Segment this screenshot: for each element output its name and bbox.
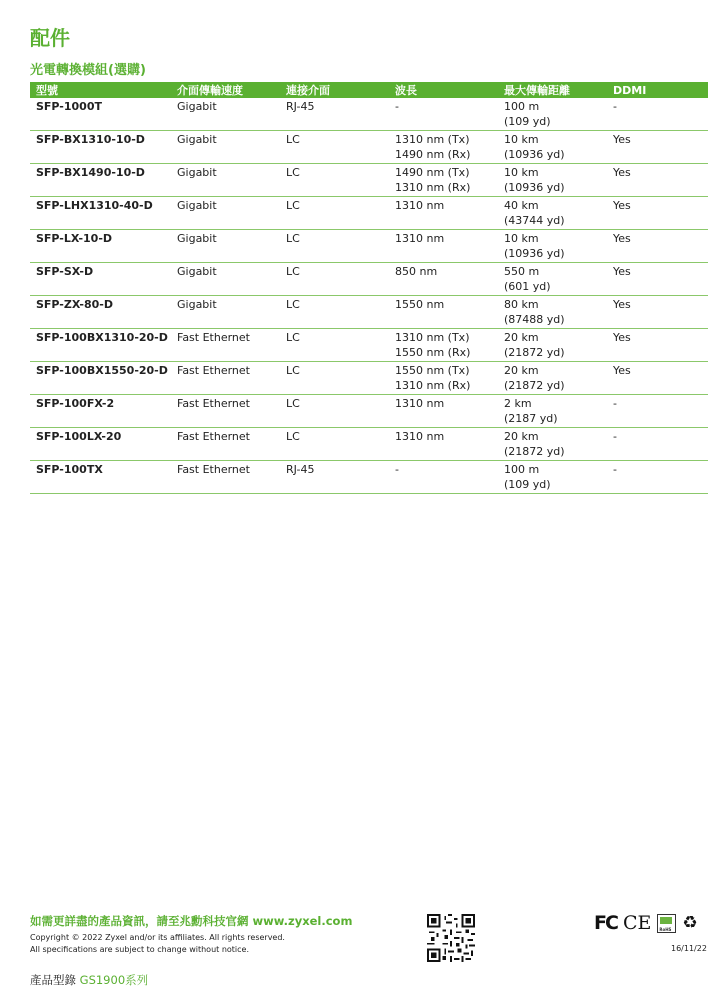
cell-distance-line: 80 km [504, 298, 539, 311]
table-row [30, 98, 708, 131]
cell-speed: Fast Ethernet [171, 362, 280, 395]
cell-speed: Fast Ethernet [171, 428, 280, 461]
table-row [30, 362, 708, 395]
cell-distance-line: (10936 yd) [504, 148, 565, 161]
cell-ddmi: Yes [607, 329, 708, 362]
cell-distance [498, 329, 607, 362]
header-model: 型號 [30, 82, 171, 98]
cell-wavelength [389, 197, 498, 230]
cell-model: SFP-ZX-80-D [30, 296, 171, 329]
cell-distance-line: (21872 yd) [504, 346, 565, 359]
cell-ddmi: Yes [607, 296, 708, 329]
cell-connector: LC [280, 131, 389, 164]
cell-distance-line: 10 km [504, 166, 539, 179]
cell-distance-line: 20 km [504, 430, 539, 443]
cell-wavelength [389, 98, 498, 131]
cell-speed: Gigabit [171, 230, 280, 263]
cell-speed: Gigabit [171, 98, 280, 131]
sfp-module-table [30, 82, 708, 494]
cell-speed: Gigabit [171, 197, 280, 230]
cell-distance-line: (21872 yd) [504, 379, 565, 392]
cell-connector: LC [280, 362, 389, 395]
table-row [30, 395, 708, 428]
cell-distance [498, 164, 607, 197]
cell-wavelength-line: - [395, 100, 399, 113]
cell-connector: RJ-45 [280, 461, 389, 494]
cell-distance-line: 20 km [504, 364, 539, 377]
cell-speed: Fast Ethernet [171, 329, 280, 362]
series-label: 產品型錄 [30, 973, 80, 987]
cell-connector: LC [280, 395, 389, 428]
header-ddmi: DDMI [607, 82, 708, 98]
cell-connector: LC [280, 230, 389, 263]
cell-connector: LC [280, 428, 389, 461]
cell-distance-line: (43744 yd) [504, 214, 565, 227]
disclaimer-line: All specifications are subject to change without notice. [30, 945, 250, 954]
cell-model: SFP-100BX1550-20-D [30, 362, 171, 395]
ce-mark-icon: CE [622, 912, 652, 934]
cell-speed: Gigabit [171, 296, 280, 329]
cell-distance-line: 40 km [504, 199, 539, 212]
rohs-leaf [660, 917, 672, 924]
cell-distance [498, 230, 607, 263]
cell-distance-line: 100 m [504, 463, 540, 476]
cell-wavelength-line: 1310 nm (Tx) [395, 331, 470, 344]
cell-speed: Gigabit [171, 164, 280, 197]
cell-wavelength [389, 428, 498, 461]
cell-model: SFP-100TX [30, 461, 171, 494]
rohs-icon [657, 914, 676, 933]
series-name: GS1900系列 [79, 973, 149, 987]
cell-distance [498, 263, 607, 296]
section-subtitle: 光電轉換模組(選購) [30, 63, 146, 78]
copyright-line: Copyright © 2022 Zyxel and/or its affiliates. All rights reserved. [30, 933, 285, 942]
cell-model: SFP-100LX-20 [30, 428, 171, 461]
cell-ddmi: - [607, 395, 708, 428]
cell-distance-line: (109 yd) [504, 478, 551, 491]
cell-model: SFP-100FX-2 [30, 395, 171, 428]
header-distance: 最大傳輸距離 [498, 82, 607, 98]
cell-distance-line: (601 yd) [504, 280, 551, 293]
cell-distance-line: 10 km [504, 133, 539, 146]
cell-ddmi: Yes [607, 263, 708, 296]
cell-wavelength [389, 263, 498, 296]
cell-speed: Fast Ethernet [171, 461, 280, 494]
cell-distance [498, 395, 607, 428]
cell-ddmi: Yes [607, 197, 708, 230]
table-row [30, 230, 708, 263]
cell-distance-line: 10 km [504, 232, 539, 245]
header-connector: 連接介面 [280, 82, 389, 98]
cell-ddmi: - [607, 461, 708, 494]
cell-model: SFP-SX-D [30, 263, 171, 296]
table-row [30, 329, 708, 362]
table-header [30, 82, 708, 98]
cell-model: SFP-1000T [30, 98, 171, 131]
table-row [30, 461, 708, 494]
cell-wavelength [389, 164, 498, 197]
cell-wavelength-line: 1310 nm [395, 232, 445, 245]
cell-wavelength-line: 1490 nm (Rx) [395, 148, 471, 161]
cell-distance [498, 131, 607, 164]
cell-wavelength-line: 1310 nm (Tx) [395, 133, 470, 146]
cell-wavelength-line: 1550 nm (Rx) [395, 346, 471, 359]
table-row [30, 428, 708, 461]
cell-model: SFP-LX-10-D [30, 230, 171, 263]
cell-ddmi: Yes [607, 164, 708, 197]
cell-wavelength-line: 1310 nm [395, 397, 445, 410]
fcc-logo-icon: FC [594, 912, 617, 934]
cell-wavelength-line: 1490 nm (Tx) [395, 166, 470, 179]
table-header-row [30, 82, 708, 98]
cell-ddmi: Yes [607, 131, 708, 164]
cell-distance-line: (109 yd) [504, 115, 551, 128]
cell-distance [498, 362, 607, 395]
cell-wavelength-line: 1550 nm [395, 298, 445, 311]
cell-ddmi: Yes [607, 230, 708, 263]
cell-model: SFP-BX1310-10-D [30, 131, 171, 164]
table-row [30, 164, 708, 197]
cell-distance-line: 100 m [504, 100, 540, 113]
cell-wavelength [389, 329, 498, 362]
cell-ddmi: - [607, 98, 708, 131]
cell-wavelength [389, 395, 498, 428]
header-speed: 介面傳輸速度 [171, 82, 280, 98]
cell-model: SFP-100BX1310-20-D [30, 329, 171, 362]
cell-wavelength-line: 1310 nm (Rx) [395, 181, 471, 194]
cell-ddmi: Yes [607, 362, 708, 395]
cell-distance-line: 2 km [504, 397, 532, 410]
cell-wavelength [389, 362, 498, 395]
cell-speed: Gigabit [171, 263, 280, 296]
cell-connector: LC [280, 329, 389, 362]
table-row [30, 131, 708, 164]
cell-distance-line: (10936 yd) [504, 181, 565, 194]
table-row [30, 263, 708, 296]
cell-connector: LC [280, 164, 389, 197]
cell-distance [498, 461, 607, 494]
cell-wavelength-line: 1310 nm [395, 199, 445, 212]
cell-connector: LC [280, 197, 389, 230]
copyright-notice [30, 932, 285, 956]
rohs-label: RoHS [659, 926, 672, 932]
cell-speed: Gigabit [171, 131, 280, 164]
cell-distance [498, 296, 607, 329]
cell-connector: RJ-45 [280, 98, 389, 131]
cell-wavelength [389, 296, 498, 329]
page-title: 配件 [30, 26, 70, 50]
qr-code-icon[interactable] [427, 914, 475, 962]
cell-wavelength-line: 1310 nm (Rx) [395, 379, 471, 392]
cell-speed: Fast Ethernet [171, 395, 280, 428]
cell-distance-line: (10936 yd) [504, 247, 565, 260]
cell-distance [498, 197, 607, 230]
table-row [30, 197, 708, 230]
recycle-icon: ♻ [682, 913, 698, 933]
cell-distance-line: 550 m [504, 265, 540, 278]
cell-wavelength-line: 1550 nm (Tx) [395, 364, 470, 377]
cell-wavelength [389, 461, 498, 494]
cell-distance-line: (87488 yd) [504, 313, 565, 326]
cell-distance-line: 20 km [504, 331, 539, 344]
cell-model: SFP-LHX1310-40-D [30, 197, 171, 230]
cell-wavelength [389, 131, 498, 164]
cell-wavelength-line: 1310 nm [395, 430, 445, 443]
cell-ddmi: - [607, 428, 708, 461]
cell-distance-line: (21872 yd) [504, 445, 565, 458]
cell-model: SFP-BX1490-10-D [30, 164, 171, 197]
cell-distance-line: (2187 yd) [504, 412, 558, 425]
cell-connector: LC [280, 296, 389, 329]
website-link[interactable]: 如需更詳盡的產品資訊，請至兆勳科技官網 www.zyxel.com [30, 914, 353, 928]
cell-connector: LC [280, 263, 389, 296]
header-wavelength: 波長 [389, 82, 498, 98]
cell-distance [498, 428, 607, 461]
document-date: 16/11/22 [671, 944, 707, 953]
table-row [30, 296, 708, 329]
cell-distance [498, 98, 607, 131]
cell-wavelength [389, 230, 498, 263]
cell-wavelength-line: 850 nm [395, 265, 438, 278]
series-footer [30, 972, 148, 988]
table-body [30, 98, 708, 494]
cell-wavelength-line: - [395, 463, 399, 476]
certification-marks [594, 912, 698, 934]
